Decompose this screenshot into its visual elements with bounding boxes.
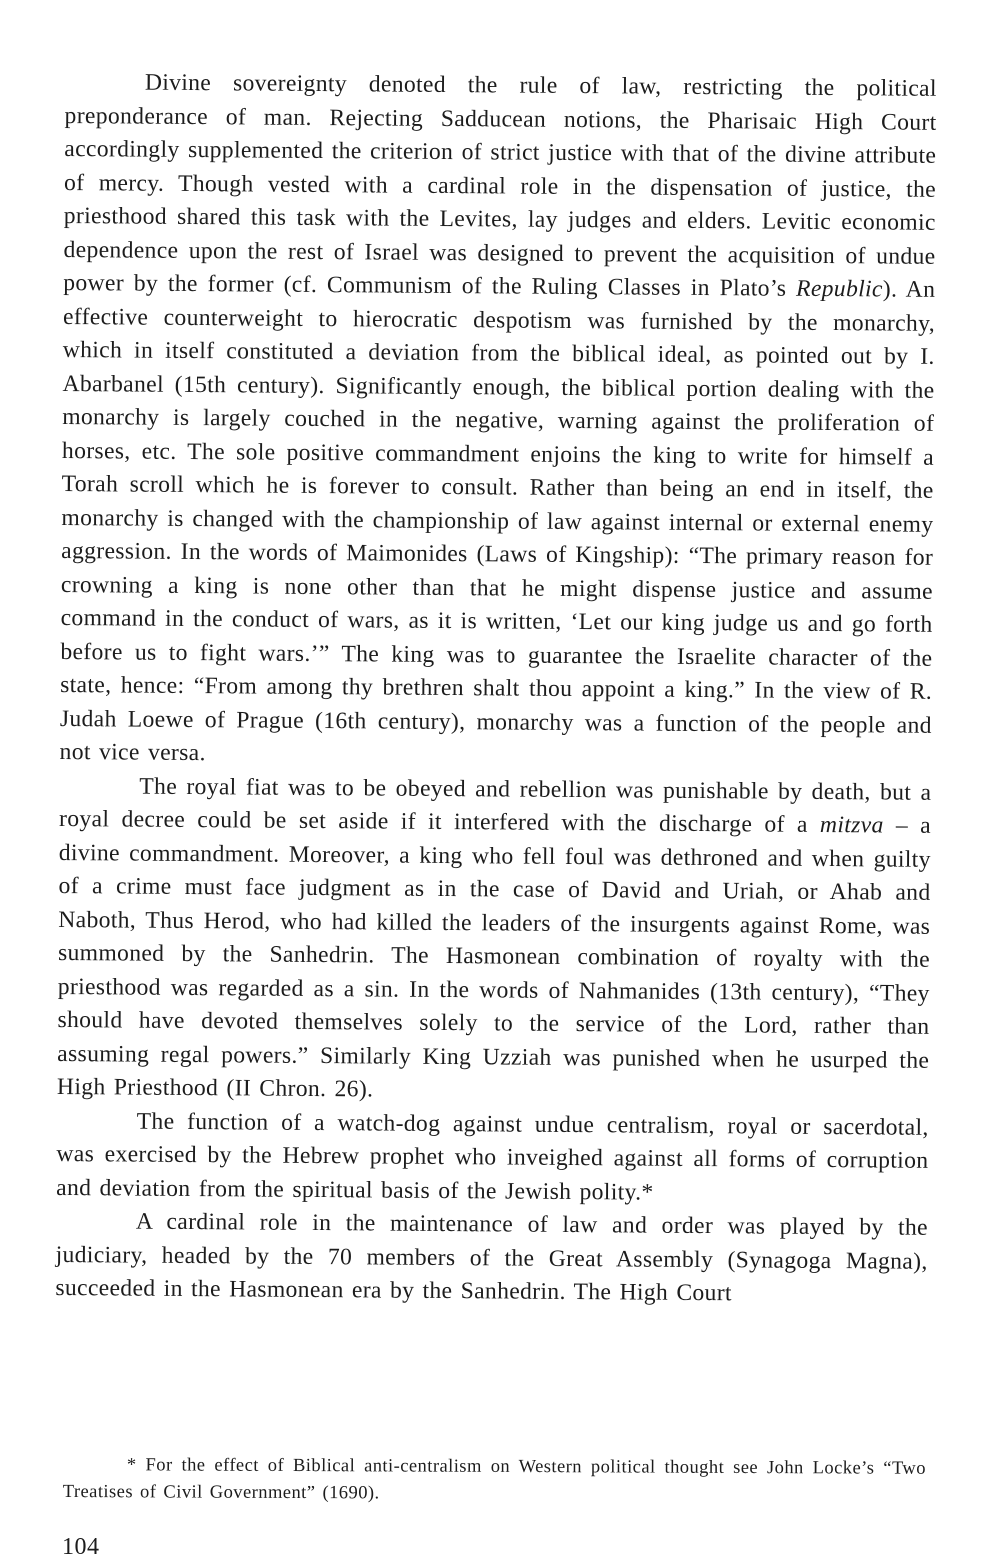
footnote: * For the effect of Biblical anti-centralism on Western political thought see John Locke’s “Two Treatises of Civil Government” (1690). [62, 1455, 926, 1504]
paragraph-1-italic-republic: Republic [796, 275, 883, 303]
paragraph-1 [59, 66, 936, 776]
paragraph-2 [57, 769, 932, 1111]
paragraph-3-text: The function of a watch-dog against undue centralism, royal or sacerdotal, was exercised by the Hebrew prophet who inveighed against all forms of corruption and deviation from the spiritual basis of the Jewish polity.* [56, 1108, 929, 1206]
paragraph-4 [55, 1205, 928, 1312]
body-text [55, 66, 937, 1312]
paragraph-4-text: A cardinal role in the maintenance of law and order was played by the judiciary, headed by the 70 members of the Great Assembly (Synagoga Magna), succeeded in the Hasmonean era by the Sanhedrin. The High Court [55, 1208, 929, 1307]
paragraph-2-italic-mitzva: mitzva [819, 811, 884, 839]
paragraph-1-text-2: ). An effective counterweight to hierocratic despotism was furnished by the monarchy, which in itself constituted a deviation from the biblical ideal, as pointed out by I. Abarbanel (15th century). Significantly enough, the biblical portion dealing with the monarchy is largely couched in the negative, warning against the proliferation of horses, etc. The sole positive commandment enjoins the king to write for himself a Torah scroll which he is forever to consult. Rather than being an end in itself, the monarchy is changed with the championship of law against internal or external enemy aggression. In the words of Maimonides (Laws of Kingship): “The primary reason for crowning a king is none other than that he might dispense justice and assume command in the conduct of wars, as it is written, ‘Let our king judge us and go forth before us to fight wars.’” The king was to guarantee the Israelite character of the state, hence: “From among thy brethren shalt thou appoint a king.” In the view of R. Judah Loewe of Prague (16th century), monarchy was a function of the people and not vice versa. [59, 276, 936, 767]
paragraph-2-text-1: The royal fiat was to be obeyed and rebellion was punishable by death, but a royal decree could be set aside if it interfered with the discharge of a [58, 773, 932, 838]
paragraph-2-text-2: – a divine commandment. Moreover, a king who fell foul was dethroned and when guilty of a crime must face judgment as in the case of David and Uriah, or Ahab and Naboth, Thus Herod, who had killed the leaders of the insurgents against Rome, was summoned by the Sanhedrin. The Hasmonean combination of royalty with the priesthood was regarded as a sin. In the words of Nahmanides (13th century), “They should have devoted themselves solely to the service of the Lord, rather than assuming regal powers.” Similarly King Uzziah was punished when he usurped the High Priesthood (II Chron. 26). [56, 812, 932, 1103]
paragraph-1-text-1: Divine sovereignty denoted the rule of law, restricting the political preponderance of man. Rejecting Sadducean notions, the Pharisaic High Court accordingly supplemented the criterion of strict justice with that of the divine attribute of mercy. Though vested with a cardinal role in the dispensation of justice, the priesthood shared this task with the Levites, lay judges and elders. Levitic economic dependence upon the rest of Israel was designed to prevent the acquisition of undue power by the former (cf. Communism of the Ruling Classes in Plato’s [63, 69, 937, 302]
page-number: 104 [62, 1534, 100, 1560]
paragraph-3 [56, 1104, 929, 1211]
